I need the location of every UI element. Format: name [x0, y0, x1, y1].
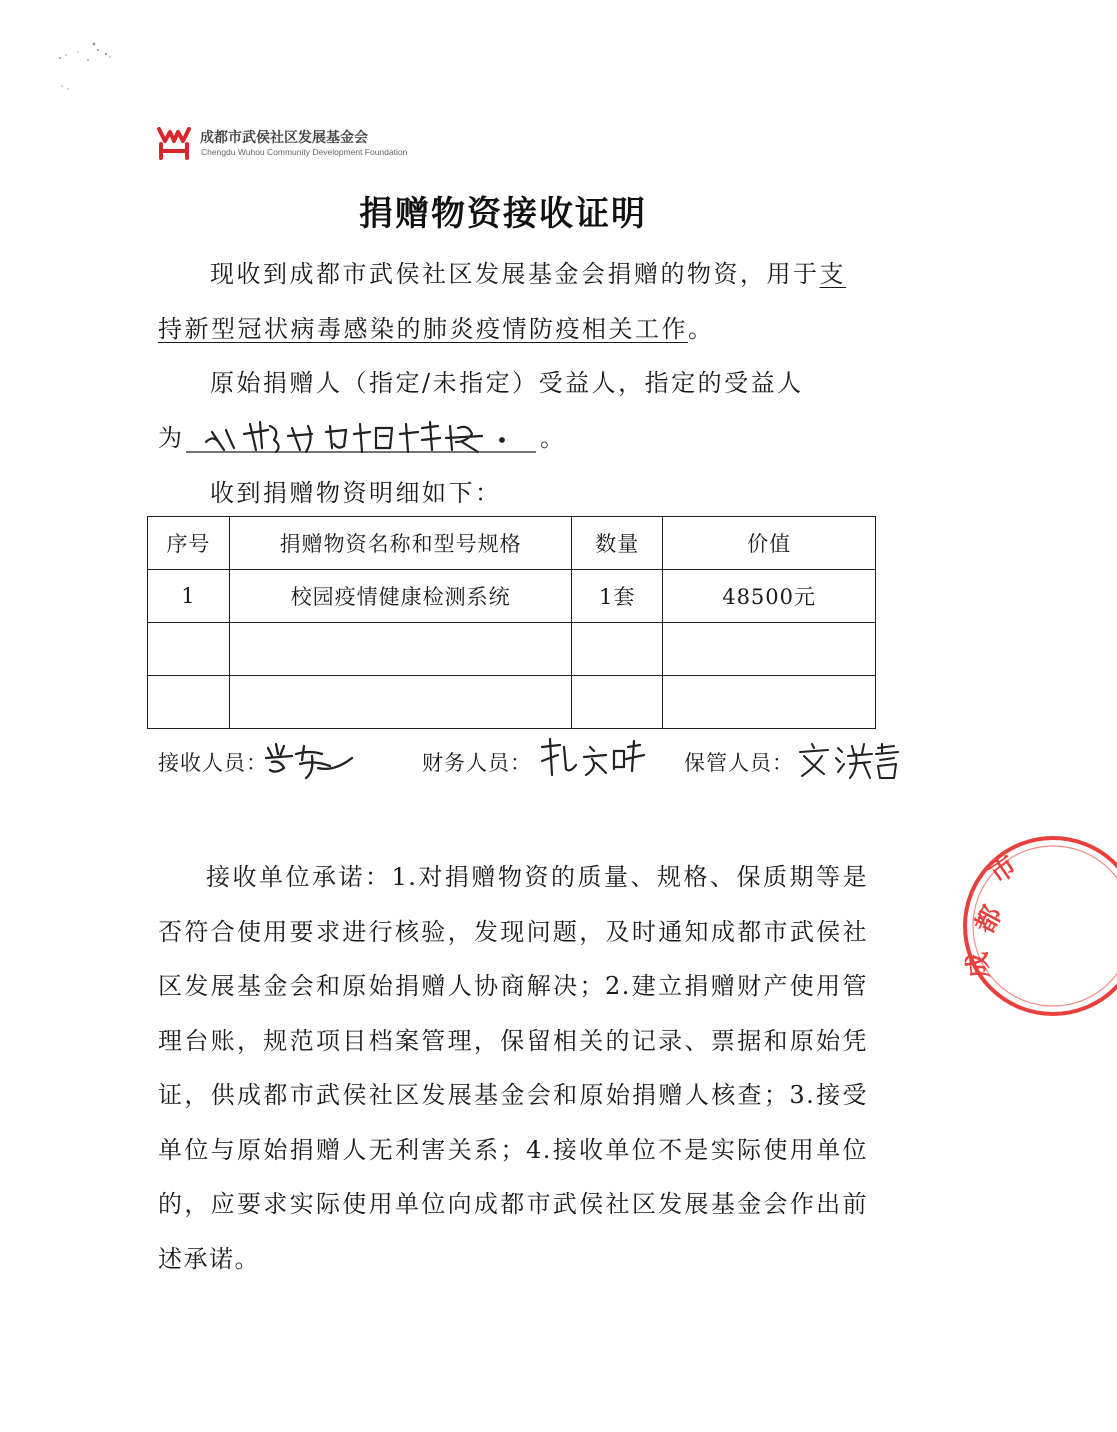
purpose-text: 持新型冠状病毒感染的肺炎疫情防疫相关工作	[158, 315, 688, 343]
finance-label: 财务人员：	[422, 751, 532, 775]
receiver-signature	[262, 738, 358, 780]
commitment-paragraph: 接收单位承诺：1.对捐赠物资的质量、规格、保质期等是否符合使用要求进行核验，发现问题，及时通知成都市武侯社区发展基金会和原始捐赠人协商解决；2.建立捐赠财产使用管理台账，规范项目档案管理，保留相关的记录、票据和原始凭证，供成都市武侯社区发展基金会和原始捐赠人核查；3.接受单位与原始捐赠人无利害关系；4.接收单位不是实际使用单位的，应要求实际使用单位向成都市武侯社区发展基金会作出前述承诺。	[158, 863, 868, 1273]
items-table	[147, 516, 876, 729]
org-name-cn: 成都市武侯社区发展基金会	[200, 130, 368, 146]
official-stamp	[957, 828, 1023, 1018]
beneficiary-prefix: 为	[158, 424, 185, 452]
cell-item-name	[229, 623, 571, 676]
custodian-signature	[794, 738, 902, 784]
scan-speckles	[50, 38, 130, 98]
beneficiary-line: 原始捐赠人（指定/未指定）受益人，指定的受益人	[210, 369, 804, 397]
cell-quantity	[572, 623, 663, 676]
detail-intro: 收到捐赠物资明细如下：	[210, 479, 502, 507]
table-row	[148, 623, 876, 676]
cell-index	[148, 676, 230, 729]
header-quantity: 数量	[572, 517, 663, 570]
org-name-en: Chengdu Wuhou Community Development Foundation	[201, 147, 408, 157]
cell-index: 1	[148, 570, 230, 623]
stamp-seal-icon	[957, 828, 1117, 1018]
cell-quantity: 1套	[572, 570, 663, 623]
cell-value	[663, 676, 876, 729]
svg-text:成: 成	[962, 950, 995, 980]
cell-index	[148, 623, 230, 676]
table-row	[148, 676, 876, 729]
beneficiary-suffix: 。	[540, 424, 567, 452]
cell-item-name: 校园疫情健康检测系统	[229, 570, 571, 623]
cell-item-name	[229, 676, 571, 729]
custodian-label: 保管人员：	[684, 751, 794, 775]
foundation-logo-icon	[156, 126, 192, 160]
header-item-name: 捐赠物资名称和型号规格	[229, 517, 571, 570]
intro-line-1	[210, 259, 846, 289]
document-title: 捐赠物资接收证明	[359, 194, 647, 234]
intro-text: 现收到成都市武侯社区发展基金会捐赠的物资，用于	[210, 260, 820, 288]
receiver-label: 接收人员：	[158, 751, 268, 775]
cell-value	[663, 623, 876, 676]
intro-line-2: 持新型冠状病毒感染的肺炎疫情防疫相关工作。	[158, 315, 715, 343]
header-index: 序号	[148, 517, 230, 570]
finance-signature	[536, 735, 648, 779]
header-value: 价值	[663, 517, 876, 570]
cell-quantity	[572, 676, 663, 729]
svg-text:市: 市	[984, 850, 1023, 891]
cell-value: 48500元	[663, 570, 876, 623]
svg-text:都: 都	[969, 901, 1009, 939]
beneficiary-handwriting	[200, 412, 530, 458]
table-row	[148, 570, 876, 623]
purpose-text-start: 支	[819, 260, 846, 288]
table-header-row	[148, 517, 876, 570]
